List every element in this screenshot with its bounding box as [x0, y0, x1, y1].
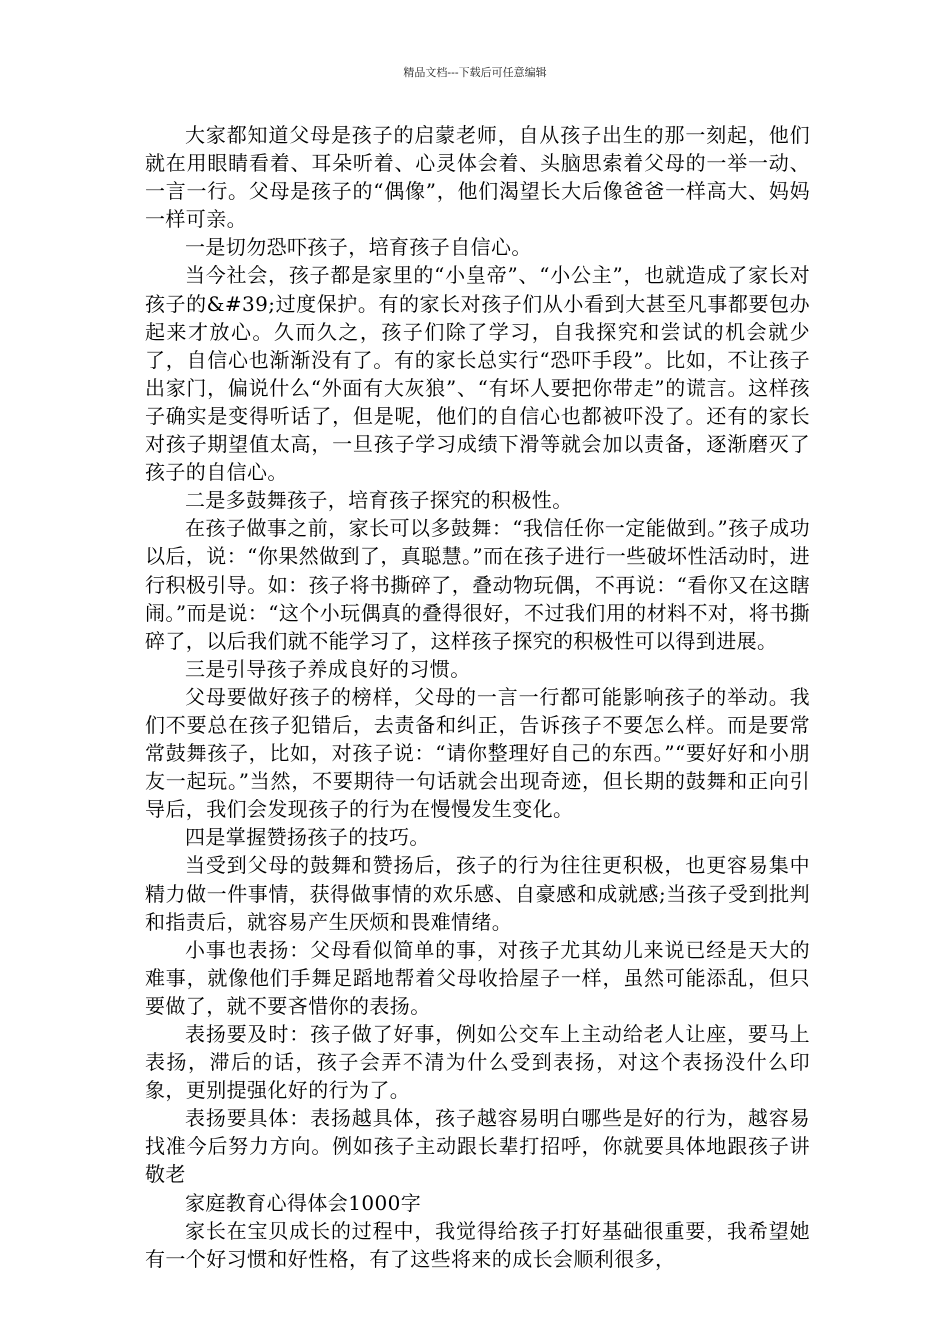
article-title: 家庭教育心得体会1000字 — [185, 1190, 422, 1215]
section-heading-4: 四是掌握赞扬孩子的技巧。 — [185, 825, 430, 850]
paragraph-final: 家长在宝贝成长的过程中，我觉得给孩子打好基础很重要，我希望她有一个好习惯和好性格，有了这些将来的成长会顺利很多， — [145, 1218, 810, 1271]
section-heading-3: 三是引导孩子养成良好的习惯。 — [185, 656, 471, 681]
document-body — [145, 121, 810, 1273]
page-header: 精品文档---下载后可任意编辑 — [403, 66, 547, 79]
section-heading-2: 二是多鼓舞孩子，培育孩子探究的积极性。 — [185, 488, 573, 513]
paragraph-praise-specific: 表扬要具体：表扬越具体，孩子越容易明白哪些是好的行为，越容易找准今后努力方向。例如孩子主动跟长辈打招呼，你就要具体地跟孩子讲敬老 — [145, 1106, 810, 1187]
paragraph-2: 在孩子做事之前，家长可以多鼓舞：“我信任你一定能做到。”孩子成功以后，说：“你果然做到了，真聪慧。”而在孩子进行一些破坏性活动时，进行积极引导。如：孩子将书撕碎了，叠动物玩偶，不再说：“看你又在这瞎闹。”而是说：“这个小玩偶真的叠得很好，不过我们用的材料不对，将书撕碎了，以后我们就不能学习了，这样孩子探究的积极性可以得到进展。 — [145, 516, 810, 653]
paragraph-praise-timely: 表扬要及时：孩子做了好事，例如公交车上主动给老人让座，要马上表扬，滞后的话，孩子会弄不清为什么受到表扬，对这个表扬没什么印象，更别提强化好的行为了。 — [145, 1022, 810, 1103]
paragraph-3: 父母要做好孩子的榜样，父母的一言一行都可能影响孩子的举动。我们不要总在孩子犯错后，去责备和纠正，告诉孩子不要怎么样。而是要常常鼓舞孩子，比如，对孩子说：“请你整理好自己的东西。”“要好好和小朋友一起玩。”当然，不要期待一句话就会出现奇迹，但长期的鼓舞和正向引导后，我们会发现孩子的行为在慢慢发生变化。 — [145, 684, 810, 822]
paragraph-1: 当今社会，孩子都是家里的“小皇帝”、“小公主”，也就造成了家长对孩子的&#39;过度保护。有的家长对孩子们从小看到大甚至凡事都要包办起来才放心。久而久之，孩子们除了学习，自我探究和尝试的机会就少了，自信心也渐渐没有了。有的家长总实行“恐吓手段”。比如，不让孩子出家门，偏说什么“外面有大灰狼”、“有坏人要把你带走”的谎言。这样孩子确实是变得听话了，但是呢，他们的自信心也都被吓没了。还有的家长对孩子期望值太高，一旦孩子学习成绩下滑等就会加以责备，逐渐磨灭了孩子的自信心。 — [145, 263, 810, 485]
paragraph-praise-small: 小事也表扬：父母看似简单的事，对孩子尤其幼儿来说已经是天大的难事，就像他们手舞足蹈地帮着父母收拾屋子一样，虽然可能添乱，但只要做了，就不要吝惜你的表扬。 — [145, 937, 810, 1018]
section-heading-1: 一是切勿恐吓孩子，培育孩子自信心。 — [185, 235, 532, 260]
paragraph-4: 当受到父母的鼓舞和赞扬后，孩子的行为往往更积极，也更容易集中精力做一件事情，获得做事情的欢乐感、自豪感和成就感;当孩子受到批判和指责后，就容易产生厌烦和畏难情绪。 — [145, 853, 810, 934]
paragraph-intro: 大家都知道父母是孩子的启蒙老师，自从孩子出生的那一刻起，他们就在用眼睛看着、耳朵听着、心灵体会着、头脑思索着父母的一举一动、一言一行。父母是孩子的“偶像”，他们渴望长大后像爸爸一样高大、妈妈一样可亲。 — [145, 123, 810, 232]
